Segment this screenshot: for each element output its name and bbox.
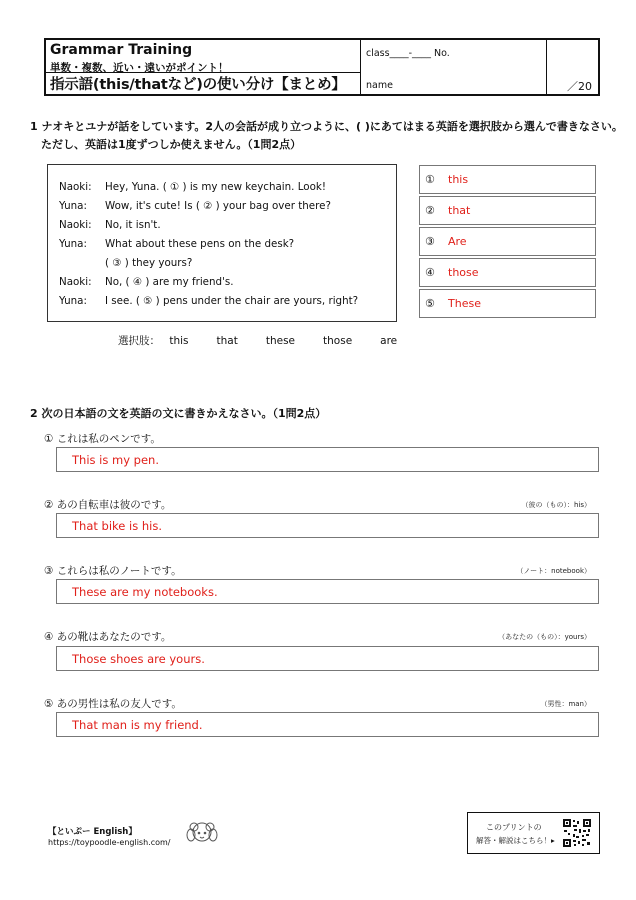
q2-item-label: ② あの自転車は彼のです。 (44, 499, 172, 511)
answer-text: That bike is his. (72, 519, 162, 533)
score-label: ／20 (567, 80, 592, 93)
brand-url[interactable]: https://toypoodle-english.com/ (48, 838, 171, 847)
q1-answer-boxes (419, 165, 596, 320)
dialog-line: Naoki: Hey, Yuna. ( ① ) is my new keychain. Look! (59, 181, 326, 193)
answer-text: those (448, 266, 479, 279)
q2-hint: （男性：man） (540, 700, 591, 708)
answer-text: This is my pen. (72, 453, 159, 467)
answer-box-4[interactable]: ④ those (419, 258, 596, 287)
card-text-1: このプリントの (486, 823, 542, 832)
answer-text: These (448, 297, 481, 310)
q2-item-label: ③ これらは私のノートです。 (44, 565, 182, 577)
class-label: class____-____ No. (366, 48, 450, 59)
dialog-line: Yuna: Wow, it's cute! Is ( ② ) your bag over there? (59, 200, 331, 212)
answer-link-card[interactable] (467, 812, 600, 854)
q2-answer-box-2[interactable] (56, 513, 599, 538)
qr-code-icon[interactable] (562, 818, 592, 848)
q2-hint: （ノート：notebook） (516, 567, 591, 575)
answer-box-3[interactable]: ③ Are (419, 227, 596, 256)
title-cell (46, 40, 361, 94)
worksheet-header (44, 38, 600, 96)
answer-box-1[interactable]: ① this (419, 165, 596, 194)
answer-text: Those shoes are yours. (72, 652, 205, 666)
answer-text: Are (448, 235, 467, 248)
poodle-icon (182, 818, 222, 852)
choices-list: this that these those are (169, 335, 398, 347)
worksheet-title: Grammar Training (50, 42, 193, 58)
worksheet-subtitle: 単数・複数、近い・遠いがポイント！ (50, 62, 229, 74)
q2-hint: （彼の（もの）：his） (521, 501, 591, 509)
dialog-line: Naoki: No, it isn't. (59, 219, 161, 231)
dialog-box (47, 164, 397, 322)
choices-label: 選択肢： (118, 335, 160, 347)
brand-name: 【といぷー English】 (48, 827, 137, 837)
answer-text: that (448, 204, 471, 217)
score-cell (546, 40, 598, 94)
name-label: name (366, 80, 393, 91)
q1-heading-line1: 1 ナオキとユナが話をしています。2人の会話が成り立つように、( )にあてはまる英語を選択肢から選んで書きなさい。 (30, 120, 623, 133)
q2-answer-box-1[interactable] (56, 447, 599, 472)
dialog-line: ( ③ ) they yours? (105, 257, 193, 269)
dialog-line: Yuna: I see. ( ⑤ ) pens under the chair are yours, right? (59, 295, 359, 307)
q2-hint: （あなたの（もの）：yours） (498, 633, 591, 641)
answer-box-2[interactable]: ② that (419, 196, 596, 225)
worksheet-main-title: 指示語(this/thatなど)の使い分け【まとめ】 (50, 77, 346, 93)
q2-answer-box-4[interactable] (56, 646, 599, 671)
q2-answer-box-3[interactable] (56, 579, 599, 604)
answer-text: this (448, 173, 469, 186)
class-name-cell (360, 40, 547, 94)
q1-heading-line2: ただし、英語は1度ずつしか使えません。（1問2点） (41, 138, 302, 151)
card-text-2: 解答・解説はこちら！▸ (476, 836, 555, 845)
q2-item-label: ① これは私のペンです。 (44, 433, 161, 445)
dialog-line: Naoki: No, ( ④ ) are my friend's. (59, 276, 234, 288)
answer-text: That man is my friend. (72, 718, 203, 732)
choices-line (118, 333, 397, 348)
answer-box-5[interactable]: ⑤ These (419, 289, 596, 318)
dialog-line: Yuna: What about these pens on the desk? (59, 238, 295, 250)
q2-answer-box-5[interactable] (56, 712, 599, 737)
q2-item-label: ⑤ あの男性は私の友人です。 (44, 698, 182, 710)
q2-heading: 2 次の日本語の文を英語の文に書きかえなさい。（1問2点） (30, 407, 327, 420)
answer-text: These are my notebooks. (72, 585, 218, 599)
q2-item-label: ④ あの靴はあなたのです。 (44, 631, 172, 643)
